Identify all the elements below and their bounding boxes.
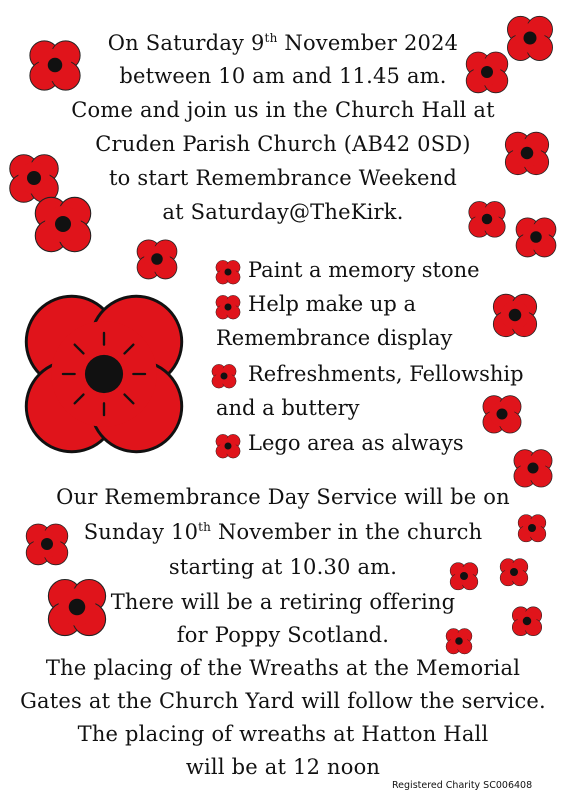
poppy-icon <box>500 128 554 178</box>
poppy-icon <box>510 604 544 638</box>
activity-display-line1: Help make up a <box>248 292 416 316</box>
poppy-icon <box>490 290 540 340</box>
poppy-icon <box>444 626 474 656</box>
service-date-line: Sunday 10th November in the church <box>83 520 483 544</box>
service-wreaths-line1: The placing of the Wreaths at the Memorial <box>45 656 521 680</box>
poppy-icon <box>462 48 512 96</box>
poppy-bullet-icon <box>214 432 242 460</box>
poppy-icon <box>480 392 524 436</box>
event-date-line: On Saturday 9th November 2024 <box>107 31 459 55</box>
event-time-line: between 10 am and 11.45 am. <box>119 64 447 88</box>
poppy-icon <box>22 36 88 94</box>
large-poppy-icon <box>14 286 194 462</box>
activity-refreshments-line1: Refreshments, Fellowship <box>248 362 524 386</box>
poppy-bullet-icon <box>214 258 242 286</box>
activity-refreshments-line2: and a buttery <box>216 396 360 420</box>
service-wreaths-line2: Gates at the Church Yard will follow the service. <box>20 689 546 713</box>
service-hatton-line2: will be at 12 noon <box>185 755 381 779</box>
event-venue-line: Cruden Parish Church (AB42 0SD) <box>95 132 471 156</box>
event-purpose-line: to start Remembrance Weekend <box>109 166 457 190</box>
poppy-icon <box>28 192 98 256</box>
poppy-icon <box>448 560 480 592</box>
poppy-icon <box>466 198 508 240</box>
activity-display-line2: Remembrance display <box>216 326 453 350</box>
service-hatton-line1: The placing of wreaths at Hatton Hall <box>77 722 489 746</box>
poppy-icon <box>498 556 530 588</box>
service-intro-line: Our Remembrance Day Service will be on <box>56 485 510 509</box>
poppy-icon <box>22 520 72 568</box>
event-name-line: at Saturday@TheKirk. <box>162 200 404 224</box>
poppy-icon <box>134 236 180 282</box>
poppy-bullet-icon <box>210 362 238 390</box>
poppy-icon <box>42 574 112 640</box>
poppy-icon <box>510 446 556 490</box>
service-time-line: starting at 10.30 am. <box>168 555 398 579</box>
event-invite-line: Come and join us in the Church Hall at <box>71 98 495 122</box>
poppy-icon <box>512 214 560 260</box>
charity-number: Registered Charity SC006408 <box>392 780 533 791</box>
poppy-icon <box>516 512 548 544</box>
poppy-bullet-icon <box>214 293 242 321</box>
activity-lego: Lego area as always <box>248 431 464 455</box>
activity-memory-stone: Paint a memory stone <box>248 258 480 282</box>
service-offering-line: There will be a retiring offering <box>110 590 456 614</box>
service-poppy-scotland-line: for Poppy Scotland. <box>176 623 390 647</box>
